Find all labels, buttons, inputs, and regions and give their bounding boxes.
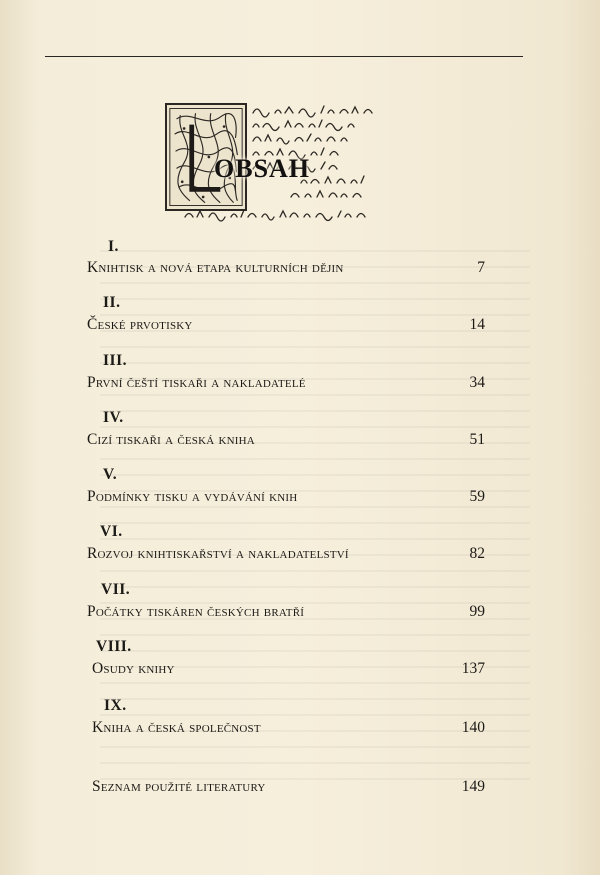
page-number: 59 xyxy=(469,488,485,505)
page-number: 7 xyxy=(477,259,485,276)
chapter-numeral: VII. xyxy=(101,581,131,598)
chapter-title: České prvotisky xyxy=(87,316,193,333)
chapter-title: Knihtisk a nová etapa kulturních dějin xyxy=(87,259,344,276)
toc-entry xyxy=(0,294,600,344)
chapter-numeral: IV. xyxy=(103,409,124,426)
toc-entry xyxy=(0,238,600,288)
chapter-title: Podmínky tisku a vydávání knih xyxy=(87,488,298,505)
chapter-title: Počátky tiskáren českých bratří xyxy=(87,603,305,620)
toc-entry xyxy=(0,466,600,516)
page-number: 14 xyxy=(469,316,485,333)
toc-entry xyxy=(0,409,600,459)
page-number: 137 xyxy=(461,660,485,677)
chapter-title: První čeští tiskaři a nakladatelé xyxy=(87,374,306,391)
bibliography-title: Seznam použité literatury xyxy=(92,778,266,795)
chapter-numeral: I. xyxy=(108,238,119,255)
chapter-numeral: VIII. xyxy=(96,638,132,655)
chapter-numeral: VI. xyxy=(100,523,123,540)
chapter-numeral: V. xyxy=(103,466,118,483)
page-title: OBSAH xyxy=(214,154,311,183)
toc-entry xyxy=(0,697,600,747)
page-number: 82 xyxy=(469,545,485,562)
page-number: 51 xyxy=(469,431,485,448)
page-number: 140 xyxy=(461,719,485,736)
toc-entry xyxy=(0,352,600,402)
chapter-numeral: IX. xyxy=(104,697,127,714)
chapter-numeral: III. xyxy=(103,352,127,369)
chapter-numeral: II. xyxy=(103,294,121,311)
page-number: 149 xyxy=(461,778,485,795)
toc-entry xyxy=(0,638,600,688)
chapter-title: Osudy knihy xyxy=(92,660,175,677)
chapter-title: Rozvoj knihtiskařství a nakladatelství xyxy=(87,545,349,562)
toc-entry xyxy=(0,581,600,631)
chapter-title: Kniha a česká společnost xyxy=(92,719,261,736)
toc-entry-bibliography xyxy=(0,778,600,828)
page-number: 99 xyxy=(469,603,485,620)
page-number: 34 xyxy=(469,374,485,391)
toc-entry xyxy=(0,523,600,573)
chapter-title: Cizí tiskaři a česká kniha xyxy=(87,431,255,448)
